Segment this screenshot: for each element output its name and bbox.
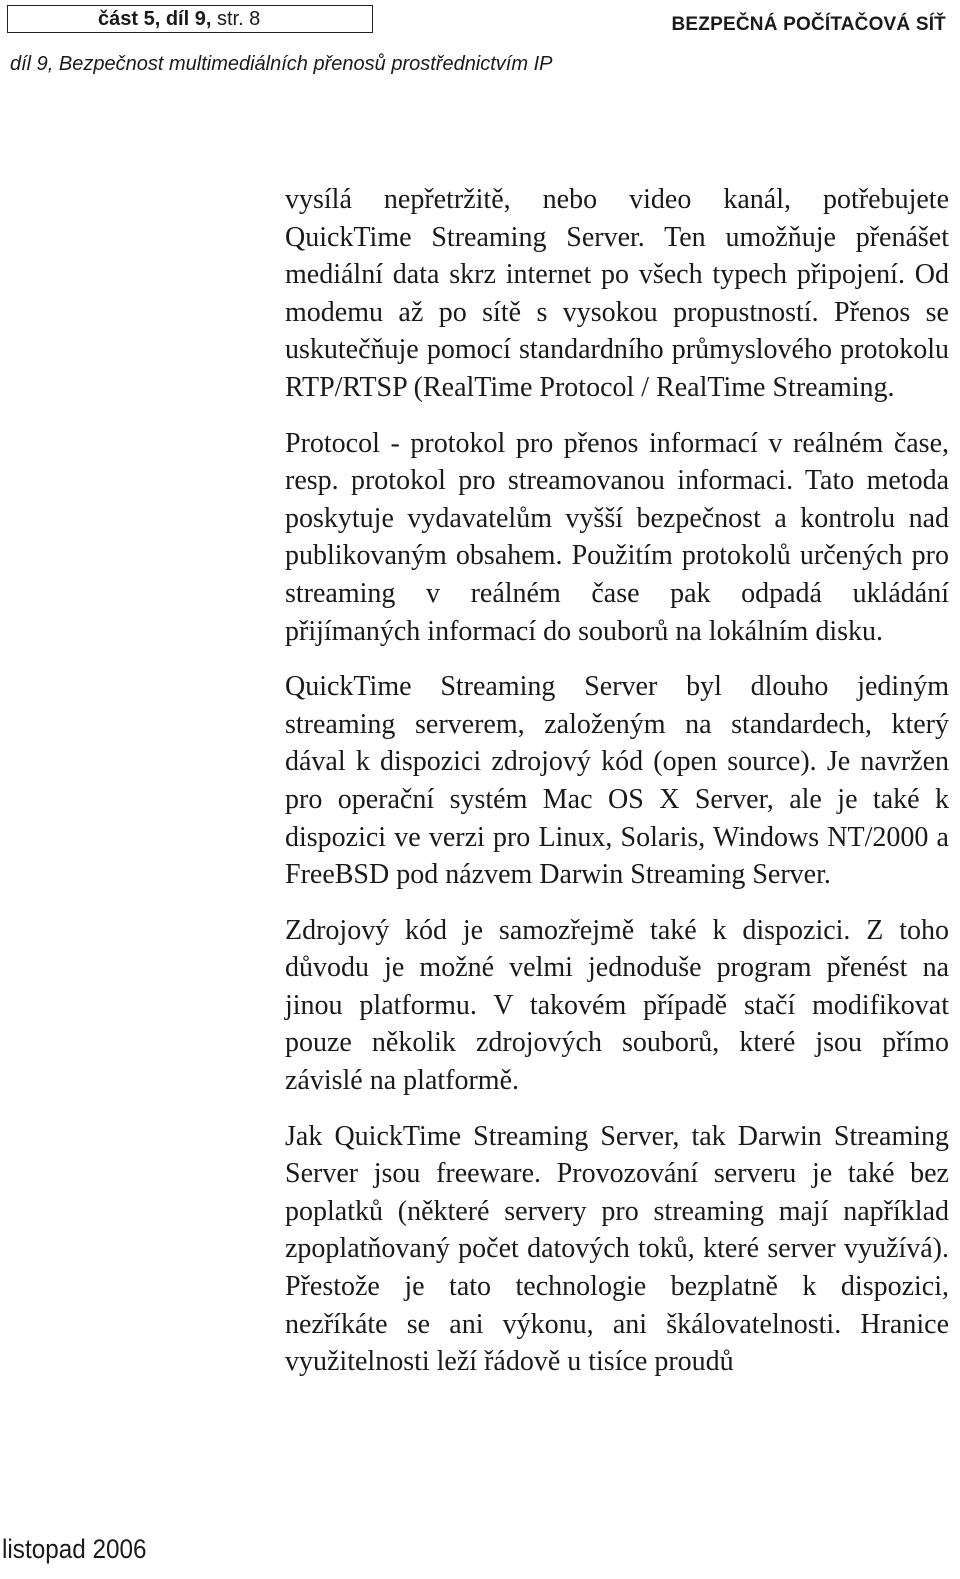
paragraph-2: Protocol - protokol pro přenos informací v reálném čase, resp. protokol pro streamovanou informaci. Tato metoda poskytuje vydavatelům vyšší bezpečnost a kontrolu nad publikovaným obsahem. Použitím protokolů určených pro streaming v reálném čase pak odpadá ukládání přijímaných informací do souborů na lokálním disku. bbox=[285, 427, 949, 647]
paragraph-3: QuickTime Streaming Server byl dlouho jediným streaming serverem, založeným na standardech, který dával k dispozici zdrojový kód (open source). Je navržen pro operační systém Mac OS X Server, ale je také k dispozici ve verzi pro Linux, Solaris, Windows NT/2000 a FreeBSD pod názvem Darwin Streaming Server. bbox=[285, 671, 949, 891]
paragraph-1: vysílá nepřetržitě, nebo video kanál, potřebujete QuickTime Streaming Server. Ten umožňuje přenášet mediální data skrz internet po všech typech připojení. Od modemu až po sítě s vysokou propustností. Přenos se uskutečňuje pomocí standardního průmyslového protokolu RTP/RTSP (RealTime Protocol / RealTime Streaming. bbox=[285, 184, 949, 403]
article-body bbox=[285, 181, 949, 1399]
publication-title: BEZPEČNÁ POČÍTAČOVÁ SÍŤ bbox=[671, 14, 946, 35]
footer-date: listopad 2006 bbox=[2, 1534, 147, 1564]
section-label-box bbox=[7, 5, 373, 33]
chapter-subtitle: díl 9, Bezpečnost multimediálních přenosů prostřednictvím IP bbox=[10, 53, 553, 75]
paragraph-4: Zdrojový kód je samozřejmě také k dispozici. Z toho důvodu je možné velmi jednoduše program přenést na jinou platformu. V takovém případě stačí modifikovat pouze několik zdrojových souborů, které jsou přímo závislé na platformě. bbox=[285, 914, 949, 1097]
paragraph-5: Jak QuickTime Streaming Server, tak Darwin Streaming Server jsou freeware. Provozování serveru je také bez poplatků (některé servery pro streaming mají například zpoplatňovaný počet datových toků, které server využívá). Přestože je tato technologie bezplatně k dispozici, nezříkáte se ani výkonu, ani škálovatelnosti. Hranice využitelnosti leží řádově u tisíce proudů bbox=[285, 1120, 949, 1378]
page-label: str. 8 bbox=[216, 8, 261, 30]
section-label: část 5, díl 9, bbox=[98, 8, 212, 30]
